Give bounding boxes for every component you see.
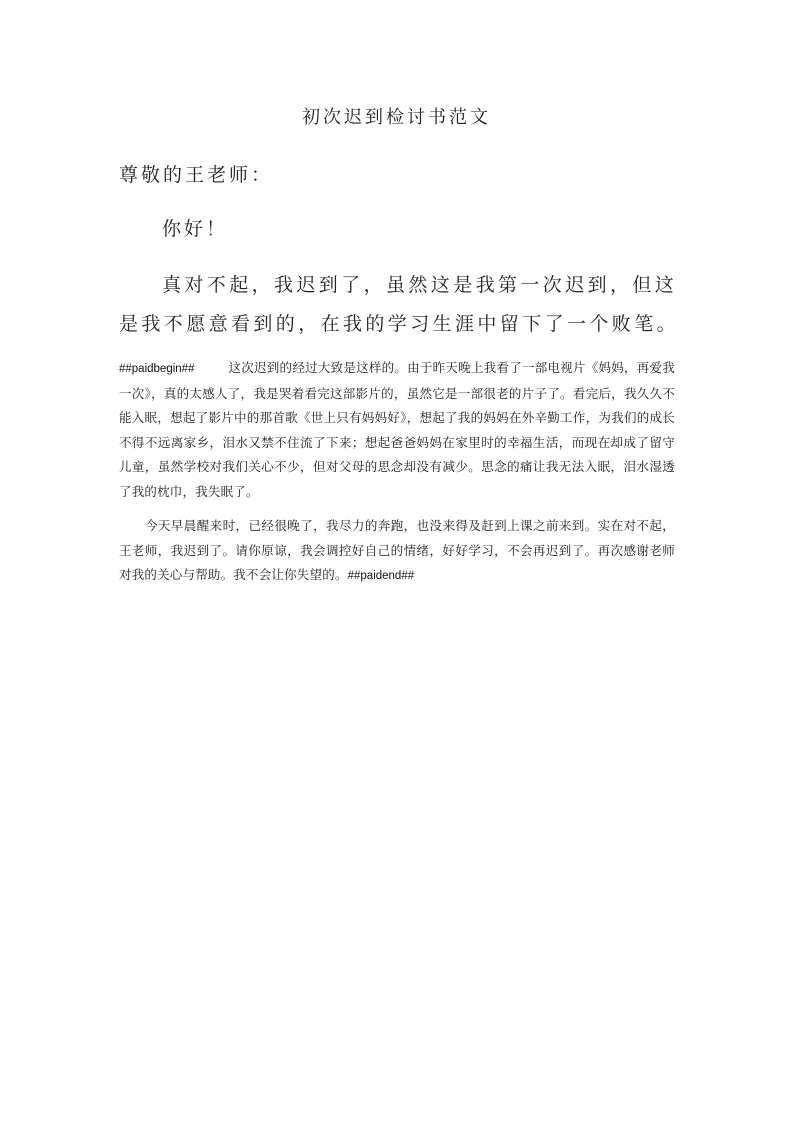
greeting: 你好！ <box>162 218 229 240</box>
paragraph-text: 今天早晨醒来时，已经很晚了，我尽力的奔跑，也没来得及赶到上课之前来到。实在对不起，王老师，我迟到了。请你原谅，我会调控好自己的情绪，好好学习，不会再迟到了。再次感谢老师对我的关心与帮助。我不会让你失望的。 <box>119 518 675 582</box>
body-paragraph-2 <box>119 514 675 589</box>
document-title: 初次迟到检讨书范文 <box>302 107 491 128</box>
body-paragraph-1 <box>119 356 675 504</box>
paid-begin-marker: ##paidbegin## <box>119 363 195 375</box>
apology-paragraph: 真对不起，我迟到了，虽然这是我第一次迟到，但这是我不愿意看到的，在我的学习生涯中留下了一个败笔。 <box>119 274 680 335</box>
paragraph-text: 这次迟到的经过大致是这样的。由于昨天晚上我看了一部电视片《妈妈，再爱我一次》，真的太感人了，我是哭着看完这部影片的，虽然它是一部很老的片子了。看完后，我久久不能入眠，想起了影片中的那首歌《世上只有妈妈好》，想起了我的妈妈在外辛勤工作，为我们的成长不得不远离家乡，泪水又禁不住流了下来；想起爸爸妈妈在家里时的幸福生活，而现在却成了留守儿童，虽然学校对我们关心不少，但对父母的思念却没有减少。思念的痛让我无法入眠，泪水湿透了我的枕巾，我失眠了。 <box>119 360 675 499</box>
salutation: 尊敬的王老师： <box>119 164 274 186</box>
paid-end-marker: ##paidend## <box>347 570 415 582</box>
